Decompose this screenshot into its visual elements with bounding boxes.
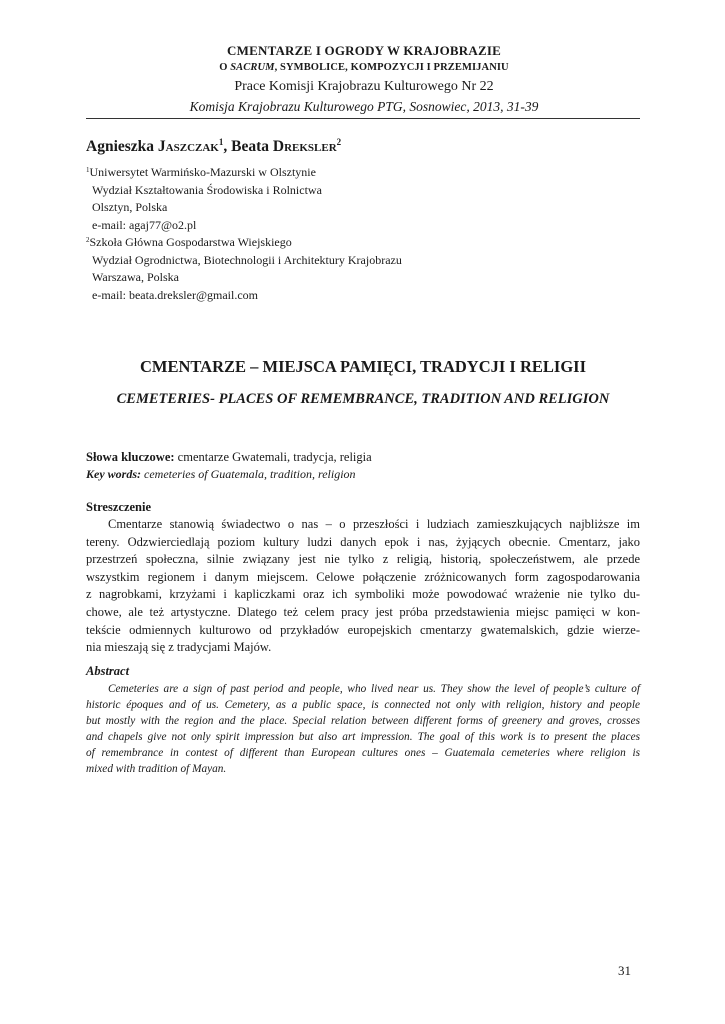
page-number: 31 (618, 963, 631, 978)
affiliation-1 (86, 162, 322, 234)
authors-separator: , (223, 138, 232, 156)
streszczenie-body (86, 516, 640, 657)
abstract-body (86, 681, 640, 777)
abstract-line: mixed with tradition of Mayan. (86, 763, 227, 775)
affiliation-1-email: e-mail: agaj77@o2.pl (92, 217, 197, 232)
keywords-pl-text: cmentarze Gwatemali, tradycja, religia (174, 450, 372, 464)
streszczenie-heading: Streszczenie (86, 500, 152, 514)
authors-line (86, 137, 341, 156)
keywords-en-label: Key words: (86, 467, 141, 481)
affiliation-2-line: Warszawa, Polska (92, 270, 180, 285)
series-subtitle-sacrum: SACRUM (230, 62, 275, 73)
keywords-pl (86, 450, 372, 465)
affiliation-2-email: e-mail: beata.dreksler@gmail.com (92, 287, 258, 302)
article-title: CMENTARZE – MIEJSCA PAMIĘCI, TRADYCJI I RELIGII (139, 357, 586, 376)
abstract-line: historic époques and of us. Cemetery, as a public space, is connected not only with religion, history and people (86, 699, 640, 711)
streszczenie-line: chowe, ale też artystyczne. Dlatego też celem pracy jest próba przedstawienia miejsc pamięci w kon- (86, 604, 640, 619)
article-subtitle: CEMETERIES- PLACES OF REMEMBRANCE, TRADITION AND RELIGION (116, 391, 610, 407)
affiliation-1-line: Olsztyn, Polska (92, 200, 168, 215)
series-subtitle-rest: , SYMBOLICE, KOMPOZYCJI I PRZEMIJANIU (274, 62, 509, 73)
abstract-heading: Abstract (86, 664, 130, 678)
abstract-line: of remembrance in contest of different than European cultures ones – Guatemala cemeteries where religion is (86, 747, 640, 759)
author2-sup: 2 (336, 137, 342, 147)
streszczenie-line: Cmentarze stanowią świadectwo o nas – o przeszłości i ludziach zamieszkujących najbliższe im (108, 517, 640, 531)
affiliation-1-line: Uniwersytet Warmińsko-Mazurski w Olsztynie (89, 165, 316, 179)
abstract-line: and chapels give not only spirit impression but also art impression. The goal of this work is to present the places (86, 731, 640, 743)
streszczenie-line: wszystkim regionem i danym miejscem. Celowe połączenie zróżnicowanych form zagospodarowania (86, 569, 640, 584)
journal-name: Prace Komisji Krajobrazu Kulturowego Nr 22 (234, 79, 494, 94)
keywords-en-text: cemeteries of Guatemala, tradition, religion (141, 467, 356, 481)
publisher-line: Komisja Krajobrazu Kulturowego PTG, Sosnowiec, 2013, 31-39 (189, 99, 539, 114)
series-subtitle (88, 62, 640, 73)
affiliation-2-sup: 2 (86, 236, 90, 244)
affiliation-2 (86, 232, 402, 304)
author2-first: Beata (231, 138, 273, 156)
streszczenie-line: tekście odmiennych kulturowo od przykładów europejskich cmentarzy gwatemalskich, gdzie wierze- (86, 622, 640, 637)
affiliation-2-line: Wydział Ogrodnictwa, Biotechnologii i Architektury Krajobrazu (92, 252, 402, 267)
affiliation-2-line: Szkoła Główna Gospodarstwa Wiejskiego (89, 235, 292, 249)
abstract-line: Cemeteries are a sign of past period and people, who lived near us. They show the level of people’s culture of (108, 683, 640, 695)
series-title: CMENTARZE I OGRODY W KRAJOBRAZIE (227, 43, 501, 58)
streszczenie-line: przestrzeń społeczna, silnie związany jest nie tylko z religią, historią, społeczeństwem, ale przede (86, 552, 640, 567)
affiliation-1-sup: 1 (86, 166, 90, 174)
streszczenie-line: nia mieszają się z tradycjami Majów. (86, 640, 272, 655)
streszczenie-line: tereny. Odzwierciedlają poziom kultury ludzi danych epok i nas, żyjących obecnie. Cmentarz, jako (86, 534, 640, 549)
author2-last: Dreksler (272, 138, 337, 156)
streszczenie-line: z nagrobkami, krzyżami i kapliczkami oraz ich symboliki może powodować wrażenie nie tylko du- (86, 587, 640, 602)
author1-first: Agnieszka (86, 138, 158, 156)
keywords-pl-label: Słowa kluczowe: (86, 450, 175, 464)
header-rule (86, 118, 640, 119)
author1-sup: 1 (218, 137, 224, 147)
abstract-line: but mostly with the region and the place. Special relation between different forms of greenery and groves, crosses (86, 715, 640, 727)
series-subtitle-prefix: O (219, 62, 231, 73)
keywords-en (86, 467, 356, 482)
author1-last: Jaszczak (157, 138, 219, 156)
affiliation-1-line: Wydział Kształtowania Środowiska i Rolnictwa (92, 182, 322, 197)
